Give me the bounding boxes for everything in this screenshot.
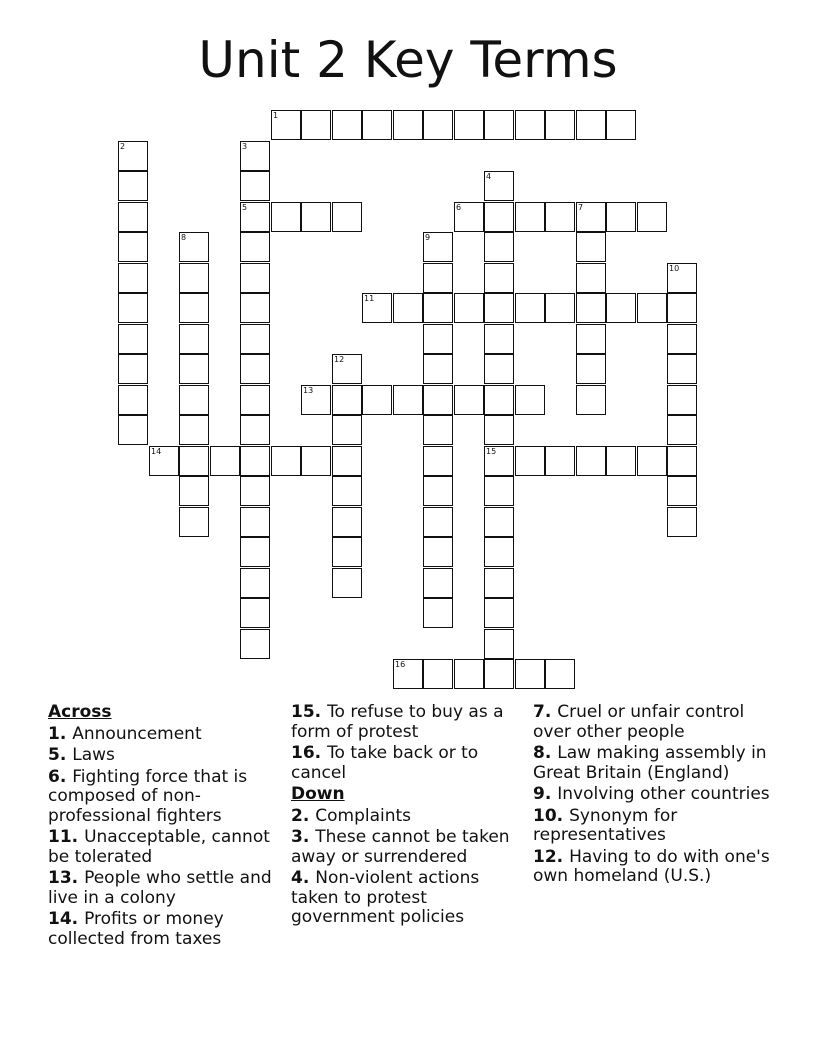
grid-cell[interactable]: [240, 598, 270, 628]
grid-cell[interactable]: [118, 354, 148, 384]
grid-cell[interactable]: [484, 507, 514, 537]
clue-number: 9: [533, 784, 545, 804]
grid-cell[interactable]: [484, 110, 514, 140]
grid-cell[interactable]: [423, 598, 453, 628]
grid-cell[interactable]: [362, 110, 392, 140]
grid-cell[interactable]: [240, 537, 270, 567]
grid-cell[interactable]: [667, 476, 697, 506]
grid-cell[interactable]: [667, 446, 697, 476]
grid-cell[interactable]: [454, 385, 484, 415]
grid-cell[interactable]: [545, 659, 575, 689]
clue-number: 5: [48, 745, 60, 765]
grid-cell[interactable]: [667, 324, 697, 354]
cell-number: 15: [486, 447, 497, 456]
clue-text: Profits or money collected from taxes: [48, 909, 224, 949]
cell-number: 3: [242, 142, 248, 151]
grid-cell[interactable]: [240, 263, 270, 293]
grid-cell[interactable]: [423, 293, 453, 323]
grid-cell[interactable]: [332, 568, 362, 598]
grid-cell[interactable]: [423, 110, 453, 140]
cell-number: 10: [669, 264, 680, 273]
clue-number: 10: [533, 805, 557, 826]
grid-cell[interactable]: [454, 659, 484, 689]
across-heading: Across: [48, 702, 112, 722]
grid-cell[interactable]: [332, 110, 362, 140]
clue-across-14: 14. Profits or money collected from taxes: [48, 909, 224, 949]
grid-cell[interactable]: [423, 507, 453, 537]
puzzle-title: Unit 2 Key Terms: [198, 31, 618, 89]
clue-text: Announcement: [72, 723, 202, 744]
grid-cell[interactable]: [118, 263, 148, 293]
grid-cell[interactable]: [240, 385, 270, 415]
grid-cell[interactable]: [332, 507, 362, 537]
grid-cell[interactable]: [332, 476, 362, 506]
grid-cell[interactable]: [179, 476, 209, 506]
grid-cell[interactable]: [484, 232, 514, 262]
grid-cell[interactable]: [606, 446, 636, 476]
grid-cell[interactable]: [393, 293, 423, 323]
grid-cell[interactable]: [179, 415, 209, 445]
clue-text: Law making assembly in Great Britain (England): [533, 743, 767, 783]
grid-cell[interactable]: [606, 202, 636, 232]
grid-cell[interactable]: [484, 629, 514, 659]
grid-cell[interactable]: [423, 324, 453, 354]
clue-text: These cannot be taken away or surrendered: [291, 827, 510, 867]
grid-cell[interactable]: [240, 446, 270, 476]
grid-cell[interactable]: [301, 110, 331, 140]
cell-number: 6: [456, 203, 462, 212]
grid-cell[interactable]: [667, 293, 697, 323]
grid-cell[interactable]: [118, 293, 148, 323]
grid-cell[interactable]: [179, 446, 209, 476]
grid-cell[interactable]: [423, 476, 453, 506]
cell-number: 13: [303, 386, 314, 395]
cell-number: 8: [181, 233, 187, 242]
clue-text: Fighting force that is composed of non-professional fighters: [48, 766, 248, 826]
clue-down-4: 4. Non-violent actions taken to protest government policies: [291, 868, 480, 927]
clue-down-8: 8. Law making assembly in Great Britain (England): [533, 743, 767, 783]
grid-cell[interactable]: [423, 415, 453, 445]
grid-cell[interactable]: [576, 293, 606, 323]
cell-number: 5: [242, 203, 248, 212]
grid-cell[interactable]: [271, 202, 301, 232]
grid-cell[interactable]: [240, 629, 270, 659]
grid-cell[interactable]: [667, 385, 697, 415]
grid-cell[interactable]: [606, 110, 636, 140]
grid-cell[interactable]: [637, 293, 667, 323]
grid-cell[interactable]: [118, 171, 148, 201]
clue-number: 2: [291, 805, 303, 826]
cell-number: 11: [364, 294, 375, 303]
grid-cell[interactable]: [179, 263, 209, 293]
grid-cell[interactable]: [454, 110, 484, 140]
cell-number: 4: [486, 172, 492, 181]
grid-cell[interactable]: [545, 293, 575, 323]
grid-cell[interactable]: [545, 446, 575, 476]
grid-cell[interactable]: [515, 385, 545, 415]
cell-number: 9: [425, 233, 431, 242]
grid-cell[interactable]: [118, 415, 148, 445]
clue-column-2: [291, 703, 521, 930]
grid-cell[interactable]: [515, 202, 545, 232]
grid-cell[interactable]: [240, 171, 270, 201]
grid-cell[interactable]: [179, 354, 209, 384]
clue-column-1: [48, 703, 283, 951]
grid-cell[interactable]: [210, 446, 240, 476]
grid-cell[interactable]: [118, 202, 148, 232]
grid-cell[interactable]: [240, 507, 270, 537]
grid-cell[interactable]: [179, 324, 209, 354]
grid-cell[interactable]: [179, 507, 209, 537]
grid-cell[interactable]: [393, 385, 423, 415]
grid-cell[interactable]: [332, 537, 362, 567]
grid-cell[interactable]: [576, 385, 606, 415]
grid-cell[interactable]: [484, 415, 514, 445]
grid-cell[interactable]: [484, 263, 514, 293]
cell-number: 7: [578, 203, 584, 212]
grid-cell[interactable]: [576, 324, 606, 354]
clue-text: People who settle and live in a colony: [48, 868, 272, 908]
clue-number: 11: [48, 827, 72, 847]
grid-cell[interactable]: [515, 110, 545, 140]
grid-cell[interactable]: [484, 202, 514, 232]
clue-text: Laws: [72, 745, 115, 765]
grid-cell[interactable]: [484, 537, 514, 567]
clue-number: 13: [48, 868, 72, 888]
clue-column-3: [533, 703, 773, 889]
grid-cell[interactable]: [423, 659, 453, 689]
clue-text: Cruel or unfair control over other people: [533, 702, 745, 742]
cell-number: 1: [273, 111, 279, 120]
grid-cell[interactable]: [118, 324, 148, 354]
grid-cell[interactable]: [118, 385, 148, 415]
grid-cell[interactable]: [667, 415, 697, 445]
grid-cell[interactable]: [423, 568, 453, 598]
clue-across-15: 15. To refuse to buy as a form of protest: [291, 702, 504, 742]
clue-across-6: 6. Fighting force that is composed of non-professional fighters: [48, 766, 248, 826]
grid-cell[interactable]: [271, 446, 301, 476]
clue-number: 12: [533, 846, 557, 867]
cell-number: 12: [334, 355, 345, 364]
grid-cell[interactable]: [484, 598, 514, 628]
clue-text: Synonym for representatives: [533, 805, 678, 845]
grid-cell[interactable]: [332, 415, 362, 445]
clue-across-1: 1. Announcement: [48, 723, 202, 744]
grid-cell[interactable]: [240, 476, 270, 506]
grid-cell[interactable]: [484, 659, 514, 689]
grid-cell[interactable]: [606, 293, 636, 323]
cell-number: 14: [151, 447, 162, 456]
grid-cell[interactable]: [332, 385, 362, 415]
grid-cell[interactable]: [545, 202, 575, 232]
grid-cell[interactable]: [240, 354, 270, 384]
grid-cell[interactable]: [240, 415, 270, 445]
clue-text: To refuse to buy as a form of protest: [291, 702, 504, 742]
grid-cell[interactable]: [301, 446, 331, 476]
grid-cell[interactable]: [423, 263, 453, 293]
grid-cell[interactable]: [637, 202, 667, 232]
clue-across-11: 11. Unacceptable, cannot be tolerated: [48, 827, 270, 867]
grid-cell[interactable]: [240, 568, 270, 598]
grid-cell[interactable]: [454, 293, 484, 323]
clue-number: 8: [533, 743, 545, 763]
clue-number: 1: [48, 723, 60, 744]
grid-cell[interactable]: [484, 476, 514, 506]
clue-text: Complaints: [315, 805, 412, 826]
grid-cell[interactable]: [667, 354, 697, 384]
clue-text: Non-violent actions taken to protest government policies: [291, 868, 480, 927]
grid-cell[interactable]: [362, 385, 392, 415]
clue-number: 4: [291, 868, 303, 888]
clue-down-2: 2. Complaints: [291, 805, 412, 826]
clue-across-5: 5. Laws: [48, 745, 115, 765]
grid-cell[interactable]: [179, 385, 209, 415]
grid-cell[interactable]: [423, 446, 453, 476]
cell-number: 2: [120, 142, 126, 151]
grid-cell[interactable]: [484, 385, 514, 415]
grid-cell[interactable]: [423, 385, 453, 415]
grid-cell[interactable]: [240, 293, 270, 323]
grid-cell[interactable]: [576, 110, 606, 140]
clue-down-9: 9. Involving other countries: [533, 784, 770, 804]
clue-text: Involving other countries: [557, 784, 770, 804]
grid-cell[interactable]: [667, 507, 697, 537]
grid-cell[interactable]: [393, 110, 423, 140]
grid-cell[interactable]: [423, 537, 453, 567]
clue-across-16: 16. To take back or to cancel: [291, 743, 479, 783]
clue-number: 3: [291, 827, 303, 847]
down-heading: Down: [291, 784, 345, 804]
grid-cell[interactable]: [484, 293, 514, 323]
clue-text: To take back or to cancel: [291, 743, 479, 783]
clue-down-7: 7. Cruel or unfair control over other people: [533, 702, 745, 742]
grid-cell[interactable]: [423, 354, 453, 384]
grid-cell[interactable]: [332, 202, 362, 232]
grid-cell[interactable]: [484, 354, 514, 384]
grid-cell[interactable]: [118, 232, 148, 262]
grid-cell[interactable]: [576, 263, 606, 293]
clue-number: 6: [48, 766, 60, 787]
clue-number: 7: [533, 702, 545, 722]
grid-cell[interactable]: [301, 202, 331, 232]
clue-across-13: 13. People who settle and live in a colony: [48, 868, 272, 908]
grid-cell[interactable]: [576, 354, 606, 384]
clue-number: 15: [291, 702, 315, 722]
grid-cell[interactable]: [179, 293, 209, 323]
grid-cell[interactable]: [484, 324, 514, 354]
grid-cell[interactable]: [240, 324, 270, 354]
grid-cell[interactable]: [576, 446, 606, 476]
clue-number: 16: [291, 743, 315, 763]
clue-number: 14: [48, 909, 72, 929]
clue-text: Unacceptable, cannot be tolerated: [48, 827, 270, 867]
grid-cell[interactable]: [240, 232, 270, 262]
grid-cell[interactable]: [545, 110, 575, 140]
grid-cell[interactable]: [515, 446, 545, 476]
cell-number: 16: [395, 660, 406, 669]
grid-cell[interactable]: [637, 446, 667, 476]
clue-text: Having to do with one's own homeland (U.S.): [533, 846, 770, 886]
clue-down-10: 10. Synonym for representatives: [533, 805, 678, 845]
clue-down-3: 3. These cannot be taken away or surrendered: [291, 827, 510, 867]
grid-cell[interactable]: [515, 293, 545, 323]
grid-cell[interactable]: [515, 659, 545, 689]
clue-down-12: 12. Having to do with one's own homeland (U.S.): [533, 846, 770, 886]
grid-cell[interactable]: [332, 446, 362, 476]
grid-cell[interactable]: [576, 232, 606, 262]
grid-cell[interactable]: [484, 568, 514, 598]
